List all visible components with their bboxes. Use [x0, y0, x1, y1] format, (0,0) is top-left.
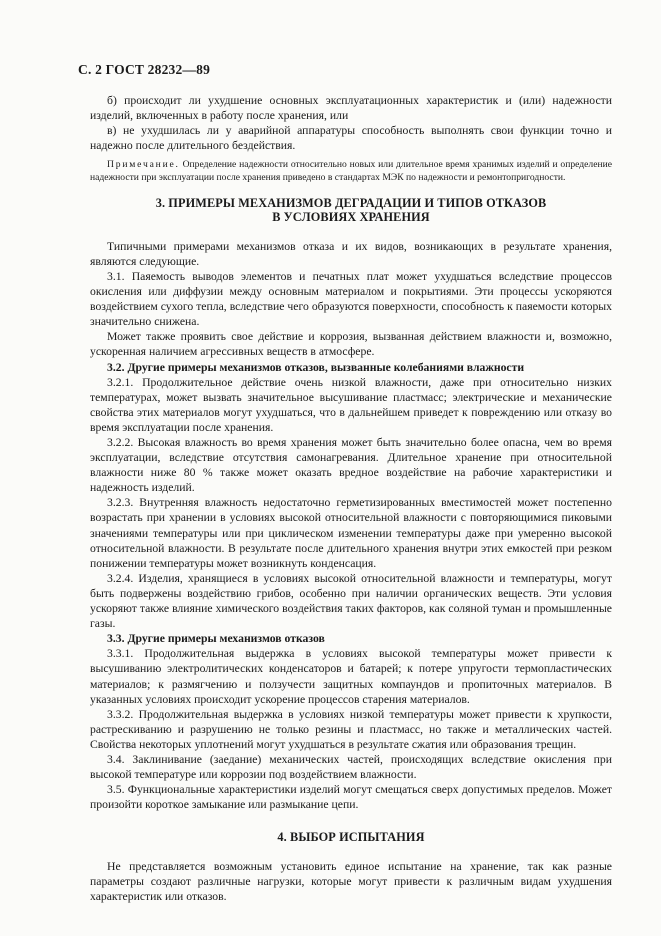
intro-item-b: б) происходит ли ухудшение основных эксплуатационных характеристик и (или) надежности изделий, включенных в работу после хранения, или: [90, 94, 612, 123]
section-4-title: 4. ВЫБОР ИСПЫТАНИЯ: [277, 830, 425, 845]
paragraph-3-2-3: 3.2.3. Внутренняя влажность недостаточно герметизированных вместимостей может постепенно возрастать при хранении в условиях высокой относительной влажности с повторяющимися пиковыми значениями температуры или при циклическом изменении температуры даже при умеренно высокой относительной влажности. В результате после длительного хранения внутри этих емкостей при резком понижении температуры может возникнуть конденсация.: [90, 496, 612, 570]
note-text: Определение надежности относительно новых или длительное время хранимых изделий и определение надежности при эксплуатации после хранения приведено в стандартах МЭК по надежности и ремонтопригодности.: [90, 159, 612, 183]
paragraph-3-2-1: 3.2.1. Продолжительное действие очень низкой влажности, даже при относительно низких температурах, может вызвать значительное высушивание пластмасс; электрические и механические свойства этих материалов могут ухудшаться, что в дальнейшем приведет к повреждению или отказу во время эксплуатации после хранения.: [90, 375, 612, 434]
paragraph-3-1: 3.1. Паяемость выводов элементов и печатных плат может ухудшаться вследствие процессов окисления или диффузии между основным материалом и покрытиями. Эти процессы ускоряются воздействием сухого тепла, вследствие чего образуются поверхности, способность к паяемости которых значительно снижена.: [90, 269, 612, 329]
intro-item-c: в) не ухудшилась ли у аварийной аппаратуры способность выполнять свои функции точно и надежно после длительного бездействия.: [90, 124, 612, 153]
paragraph-3-3-2: 3.3.2. Продолжительная выдержка в условиях низкой температуры может привести к хрупкости, растрескиванию и разрушению не только резины и пластмасс, но также и металлических частей. Свойства некоторых уплотнений могут ухудшаться в результате сжатия или образования трещин.: [90, 707, 612, 751]
paragraph-3-2-2: 3.2.2. Высокая влажность во время хранения может быть значительно более опасна, чем во время эксплуатации, вследствие отсутствия самонагревания. Длительное хранение при относительной влажности ниже 80 % также может оказать вредное воздействие на рабочие характеристики и надежность изделий.: [90, 436, 612, 495]
paragraph-3-4: 3.4. Заклинивание (заедание) механических частей, происходящих вследствие окисления при высокой температуре или коррозии под воздействием влажности.: [90, 752, 612, 782]
paragraph-3-5: 3.5. Функциональные характеристики изделий могут смещаться сверх допустимых пределов. Может произойти короткое замыкание или размыкание цепи.: [90, 783, 612, 812]
paragraph-section-4: Не представляется возможным установить единое испытание на хранение, так как разные параметры создают различные нагрузки, которые могут привести к различным видам ухудшения характеристик или отказов.: [90, 859, 612, 904]
paragraph-intro: Типичными примерами механизмов отказа и их видов, возникающих в результате хранения, являются следующие.: [90, 239, 612, 268]
note: [90, 159, 612, 183]
note-label: Примечание.: [107, 159, 180, 171]
section-3-title-line-2: В УСЛОВИЯХ ХРАНЕНИЯ: [272, 210, 430, 225]
paragraph-corrosion: Может также проявить свое действие и коррозия, вызванная действием влажности и, возможно, ускоренная наличием агрессивных веществ в атмосфере.: [90, 330, 612, 359]
paragraph-3-3-1: 3.3.1. Продолжительная выдержка в условиях высокой температуры может привести к высушиванию электролитических конденсаторов и батарей; к потере упругости термопластических материалов; к размягчению и ползучести защитных компаундов и пропиточных материалов. В указанных условиях происходит ускорение процессов старения материалов.: [90, 647, 612, 706]
paragraph-3-2-4: 3.2.4. Изделия, хранящиеся в условиях высокой относительной влажности и температуры, могут быть подвержены воздействию грибов, особенно при наличии органических веществ. Эти условия ускоряют также влияние химического воздействия таких факторов, как соляной туман и промышленные газы.: [90, 571, 612, 631]
body-text: [90, 93, 612, 904]
running-header: С. 2 ГОСТ 28232—89: [78, 62, 211, 77]
section-3-title-line-1: 3. ПРИМЕРЫ МЕХАНИЗМОВ ДЕГРАДАЦИИ И ТИПОВ ОТКАЗОВ: [155, 195, 547, 210]
subsection-3-2-title: 3.2. Другие примеры механизмов отказов, вызванные колебаниями влажности: [107, 360, 525, 374]
subsection-3-3-title: 3.3. Другие примеры механизмов отказов: [107, 632, 325, 646]
